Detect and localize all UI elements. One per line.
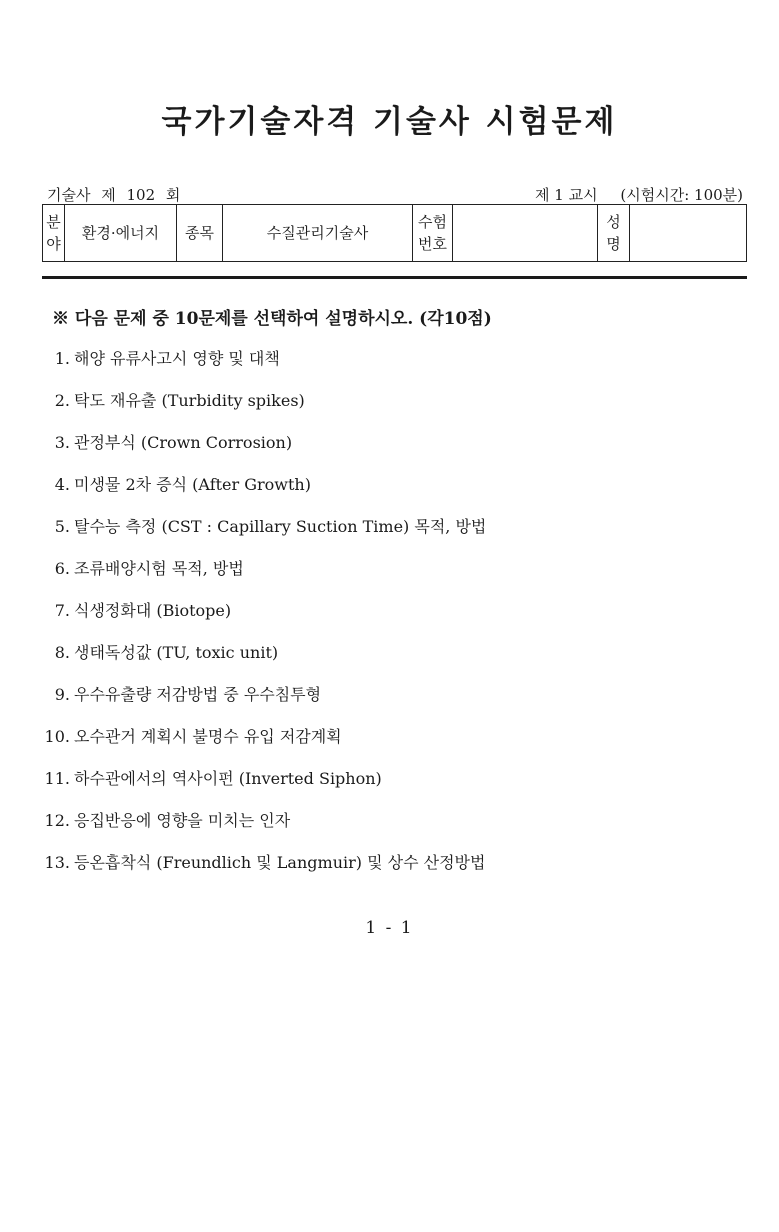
question-item [40, 430, 486, 472]
question-item [40, 556, 486, 598]
question-text: 등온흡착식 (Freundlich 및 Langmuir) 및 상수 산정방법 [74, 853, 486, 872]
question-number: 7. [54, 601, 70, 620]
question-item [40, 766, 486, 808]
question-number: 2. [54, 391, 70, 410]
category-value: 수질관리기술사 [223, 205, 413, 262]
field-value: 환경·에너지 [65, 205, 177, 262]
question-number: 10. [44, 727, 70, 746]
question-text: 식생정화대 (Biotope) [74, 601, 232, 620]
question-item [40, 514, 486, 556]
exam-info-table [42, 204, 747, 262]
question-item [40, 850, 486, 892]
exam-session-info [535, 184, 743, 205]
exam-time-limit: (시험시간: 100분) [620, 186, 743, 204]
question-number: 9. [54, 685, 70, 704]
question-list [40, 346, 486, 892]
page-number: 1 - 1 [365, 918, 414, 938]
question-number: 3. [54, 433, 70, 452]
question-text: 관정부식 (Crown Corrosion) [74, 433, 293, 452]
question-item [40, 808, 486, 850]
question-item [40, 388, 486, 430]
exam-session: 제 1 교시 [535, 186, 598, 204]
question-number: 4. [54, 475, 70, 494]
name-label-line-2: 명 [606, 235, 621, 253]
question-text: 탈수능 측정 (CST : Capillary Suction Time) 목적, 방법 [74, 517, 487, 536]
field-label-line-1: 분 [46, 213, 61, 231]
instruction-text: ※ 다음 문제 중 10문제를 선택하여 설명하시오. (각10점) [52, 309, 492, 329]
question-item [40, 682, 486, 724]
question-text: 우수유출량 저감방법 중 우수침투형 [74, 685, 322, 704]
question-item [40, 598, 486, 640]
field-label-line-2: 야 [46, 235, 61, 253]
question-text: 조류배양시험 목적, 방법 [74, 559, 244, 578]
question-item [40, 346, 486, 388]
question-number: 1. [54, 349, 70, 368]
question-text: 해양 유류사고시 영향 및 대책 [74, 349, 280, 368]
question-number: 6. [54, 559, 70, 578]
divider-line [42, 276, 747, 279]
category-label: 종목 [177, 205, 223, 262]
exam-number-label [413, 205, 453, 262]
page-title: 국가기술자격 기술사 시험문제 [161, 104, 618, 140]
exam-round: 기술사 제 102 회 [47, 186, 181, 204]
question-item [40, 640, 486, 682]
question-text: 미생물 2차 증식 (After Growth) [74, 475, 311, 494]
question-number: 12. [44, 811, 70, 830]
question-text: 생태독성값 (TU, toxic unit) [74, 643, 279, 662]
question-item [40, 724, 486, 766]
question-number: 11. [44, 769, 70, 788]
question-number: 5. [54, 517, 70, 536]
question-text: 하수관에서의 역사이펀 (Inverted Siphon) [74, 769, 382, 788]
question-item [40, 472, 486, 514]
exam-number-label-line-1: 수험 [418, 213, 447, 231]
exam-number-label-line-2: 번호 [418, 235, 447, 253]
question-text: 탁도 재유출 (Turbidity spikes) [74, 391, 305, 410]
field-label [43, 205, 65, 262]
name-label-line-1: 성 [606, 213, 621, 231]
name-label [598, 205, 630, 262]
question-number: 13. [44, 853, 70, 872]
question-text: 응집반응에 영향을 미치는 인자 [74, 811, 291, 830]
question-number: 8. [54, 643, 70, 662]
exam-number-field[interactable] [453, 205, 598, 262]
name-field[interactable] [630, 205, 747, 262]
question-text: 오수관거 계획시 불명수 유입 저감계획 [74, 727, 342, 746]
